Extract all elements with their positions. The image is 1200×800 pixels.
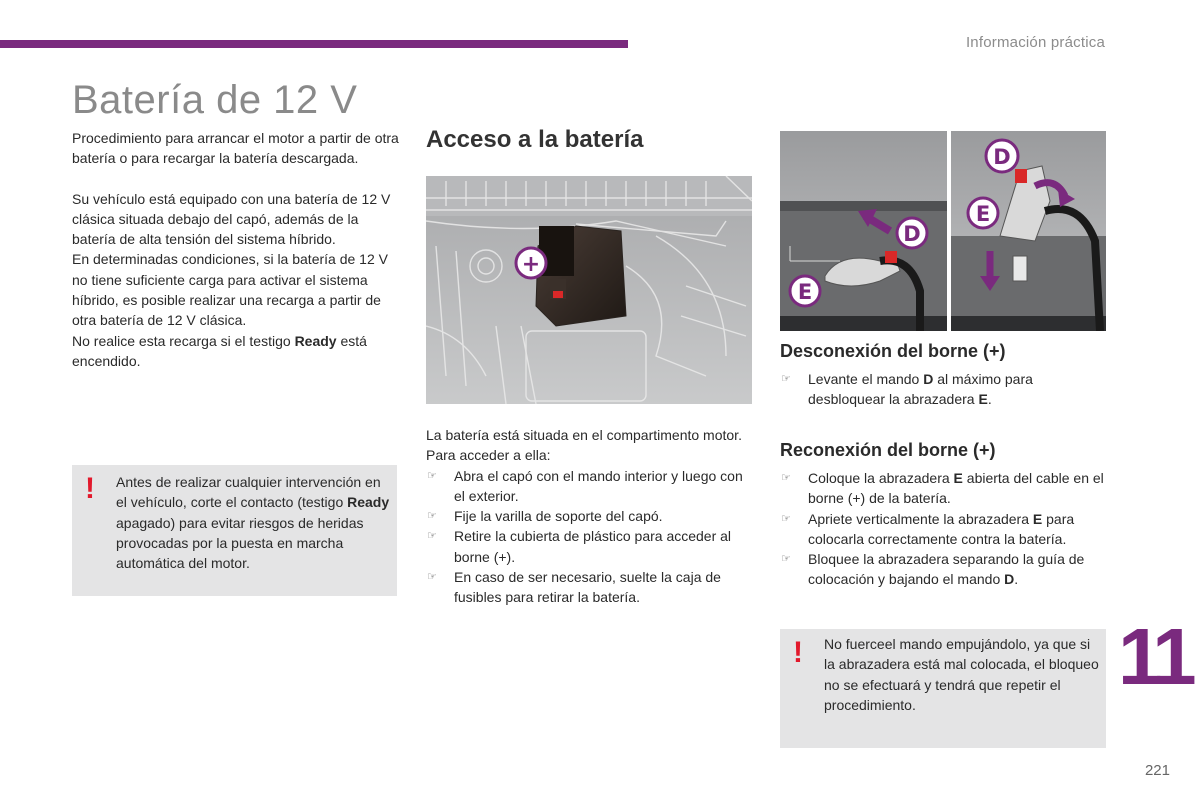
text-run: para colocarla correctamente contra la batería. <box>808 510 1075 547</box>
header-accent-bar <box>0 40 628 48</box>
text-run: está encendido. <box>72 332 367 369</box>
text-run: E <box>953 470 963 486</box>
list-item-text: Retire la cubierta de plástico para acceder al borne (+). <box>454 528 732 565</box>
warning-box <box>72 465 397 596</box>
list-item-text: Abra el capó con el mando interior y luego con el exterior. <box>454 467 743 504</box>
list-item <box>426 466 756 507</box>
text-run: No realice esta recarga si el testigo <box>72 332 295 349</box>
intro-paragraph: En determinadas condiciones, si la batería de 12 V no tiene suficiente carga para activar el sistema híbrido, es posible realizar una recarga a partir de otra batería de 12 V clásica. <box>72 251 388 329</box>
text-run: Bloquee la abrazadera separando la guía de colocación y bajando el mando <box>808 551 1085 588</box>
intro-paragraph: Procedimiento para arrancar el motor a partir de otra batería o para recargar la batería descargada. <box>72 130 399 167</box>
page-title: Batería de 12 V <box>72 78 358 122</box>
pointing-hand-icon: ☞ <box>781 553 791 566</box>
list-item <box>780 369 1110 410</box>
text-run: al máximo para desbloquear la abrazadera <box>808 371 1033 408</box>
pointing-hand-icon: ☞ <box>427 469 437 482</box>
intro-paragraph <box>72 331 402 372</box>
pointing-hand-icon: ☞ <box>781 472 791 484</box>
disconnect-heading: Desconexión del borne (+) <box>780 341 1006 361</box>
ready-label: Ready <box>294 332 337 349</box>
list-item <box>780 468 1110 509</box>
label-e: E <box>797 280 813 304</box>
warning-icon: ! <box>85 472 95 505</box>
section-title: Información práctica <box>965 34 1105 51</box>
warning-text: No fuerceel mando empujándolo, ya que si la abrazadera está mal colocada, el bloqueo no se efectuará y tendrá que repetir el procedimiento. <box>824 636 1099 713</box>
text-run: E <box>978 391 988 408</box>
list-item <box>426 526 756 567</box>
access-instructions <box>426 425 756 608</box>
text-run: D <box>923 371 934 387</box>
engine-bay-illustration <box>426 176 752 404</box>
reconnect-steps <box>780 468 1110 590</box>
pointing-hand-icon: ☞ <box>781 373 791 385</box>
access-steps <box>426 466 756 608</box>
pointing-hand-icon: ☞ <box>781 512 791 525</box>
label-d: D <box>903 222 921 246</box>
list-item <box>426 567 756 608</box>
warning-box <box>780 629 1106 748</box>
ready-label: Ready <box>347 494 390 511</box>
text-run: Apriete verticalmente la abrazadera <box>808 510 1033 527</box>
text-run: Levante el mando <box>808 371 924 387</box>
pointing-hand-icon: ☞ <box>427 510 437 523</box>
warning-icon: ! <box>793 636 803 669</box>
list-item <box>426 506 756 526</box>
list-item <box>780 549 1110 590</box>
list-item <box>780 509 1110 550</box>
access-heading: Acceso a la batería <box>426 126 644 153</box>
intro-column <box>72 128 402 371</box>
chapter-number: 11 <box>1118 612 1191 701</box>
text-run: apagado) para evitar riesgos de heridas provocadas por la puesta en marcha automática del motor. <box>116 514 364 572</box>
reconnect-heading: Reconexión del borne (+) <box>780 440 996 460</box>
label-d: D <box>993 145 1011 169</box>
pointing-hand-icon: ☞ <box>427 530 437 543</box>
text-run: D <box>1004 571 1015 588</box>
access-line: La batería está situada en el compartimento motor. <box>426 427 742 443</box>
warning-text <box>116 472 391 573</box>
page-number: 221 <box>1144 762 1170 779</box>
list-item-text: En caso de ser necesario, suelte la caja de fusibles para retirar la batería. <box>454 569 721 606</box>
text-run: . <box>987 391 992 408</box>
text-run: Antes de realizar cualquier intervención en el vehículo, corte el contacto (testigo <box>116 474 381 511</box>
plus-label: + <box>521 252 541 277</box>
disconnect-steps <box>780 369 1110 410</box>
text-run: abierta del cable en el borne (+) de la batería. <box>808 470 1104 507</box>
text-run: . <box>1014 571 1019 588</box>
battery-terminal-illustration <box>780 131 1106 331</box>
text-run: E <box>1032 510 1043 527</box>
label-e: E <box>975 202 991 226</box>
text-run: Coloque la abrazadera <box>808 470 954 486</box>
pointing-hand-icon: ☞ <box>427 571 437 584</box>
list-item-text: Fije la varilla de soporte del capó. <box>454 508 663 525</box>
access-line: Para acceder a ella: <box>426 447 551 464</box>
intro-paragraph: Su vehículo está equipado con una batería de 12 V clásica situada debajo del capó, además de la batería de alta tensión del sistema híbrido. <box>72 190 391 248</box>
